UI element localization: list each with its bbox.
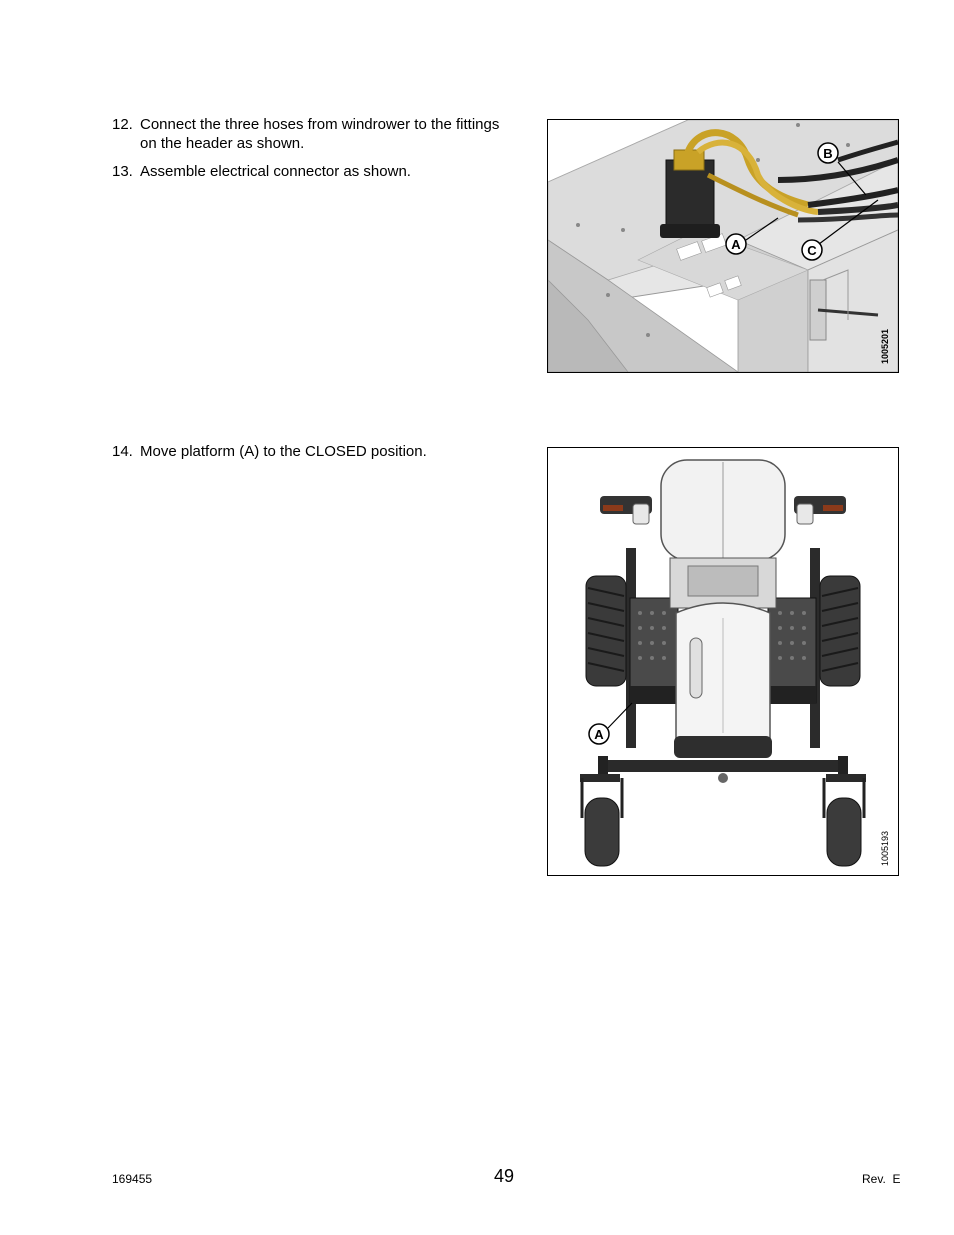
step-text-line-1: Connect the three hoses from windrower to the fittings: [140, 116, 500, 133]
step-text: Assemble electrical connector as shown.: [140, 163, 411, 180]
revision: Rev. E: [862, 1172, 901, 1186]
hose-connection-illustration: [548, 120, 898, 372]
figure-hose-connections: [547, 119, 899, 373]
svg-text:B: B: [823, 146, 833, 161]
callout-c: [802, 240, 822, 260]
svg-text:C: C: [807, 243, 817, 258]
step-13: [112, 162, 532, 182]
callout-b: [818, 143, 838, 163]
step-number: 12.: [112, 116, 133, 133]
svg-text:A: A: [594, 727, 604, 742]
page-number: 49: [494, 1166, 515, 1186]
step-number: 13.: [112, 163, 133, 180]
svg-text:A: A: [731, 237, 741, 252]
step-number: 14.: [112, 443, 133, 460]
callout-a: [589, 724, 609, 744]
step-14: [112, 442, 532, 462]
callout-a: [726, 234, 746, 254]
doc-number: 169455: [112, 1172, 153, 1186]
step-text-line-2: on the header as shown.: [140, 135, 305, 152]
windrower-illustration: [548, 448, 898, 875]
step-text: Move platform (A) to the CLOSED position.: [140, 443, 427, 460]
figure-id: 1005201: [880, 328, 890, 364]
figure-windrower-platform: [547, 447, 899, 876]
figure-id: 1005193: [880, 830, 890, 866]
step-12: [112, 115, 532, 155]
